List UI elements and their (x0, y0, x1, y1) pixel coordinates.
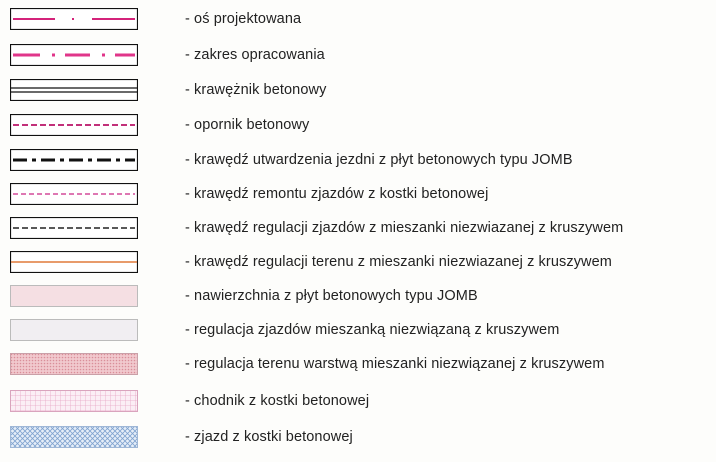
legend-label: - zakres opracowania (185, 47, 325, 63)
legend-label: - nawierzchnia z płyt betonowych typu JOMB (185, 288, 478, 304)
sidewalk-fill-symbol (10, 390, 138, 412)
legend-row-driveway-repair (0, 183, 716, 219)
driveway-repair-line-symbol (10, 183, 138, 205)
legend-label: - krawędź utwardzenia jezdni z płyt betonowych typu JOMB (185, 152, 573, 168)
legend-label: - krawędź remontu zjazdów z kostki betonowej (185, 186, 489, 202)
terrain-regulation-line-symbol (10, 251, 138, 273)
curb-line-symbol (10, 79, 138, 101)
legend-row-driveway-regulation (0, 217, 716, 253)
legend-row-scope (0, 44, 716, 80)
legend-row-curb (0, 79, 716, 115)
legend-label: - regulacja zjazdów mieszanką niezwiązaną z kruszywem (185, 322, 560, 338)
legend-row-axis (0, 8, 716, 44)
legend-row-edging (0, 114, 716, 150)
terrain-fill-symbol (10, 353, 138, 375)
legend-label: - krawędź regulacji zjazdów z mieszanki niezwiazanej z kruszywem (185, 220, 624, 236)
legend-label: - krawędź regulacji terenu z mieszanki niezwiazanej z kruszywem (185, 254, 612, 270)
legend-row-slab-surface (0, 285, 716, 321)
driveway-paving-fill-symbol (10, 426, 138, 448)
slab-surface-fill-symbol (10, 285, 138, 307)
scope-line-symbol (10, 44, 138, 66)
legend-row-terrain-regulation (0, 251, 716, 287)
legend-row-sidewalk (0, 390, 716, 426)
road-edge-line-symbol (10, 149, 138, 171)
driveway-fill-symbol (10, 319, 138, 341)
legend-row-driveway-fill (0, 319, 716, 355)
driveway-regulation-line-symbol (10, 217, 138, 239)
axis-line-symbol (10, 8, 138, 30)
legend-row-road-edge (0, 149, 716, 185)
legend-row-driveway-paving (0, 426, 716, 462)
edging-line-symbol (10, 114, 138, 136)
legend-label: - krawężnik betonowy (185, 82, 327, 98)
legend-label: - opornik betonowy (185, 117, 310, 133)
legend-label: - regulacja terenu warstwą mieszanki niezwiązanej z kruszywem (185, 356, 605, 372)
legend-row-terrain-fill (0, 353, 716, 389)
legend-label: - chodnik z kostki betonowej (185, 393, 370, 409)
legend-label: - oś projektowana (185, 11, 302, 27)
legend-label: - zjazd z kostki betonowej (185, 429, 353, 445)
